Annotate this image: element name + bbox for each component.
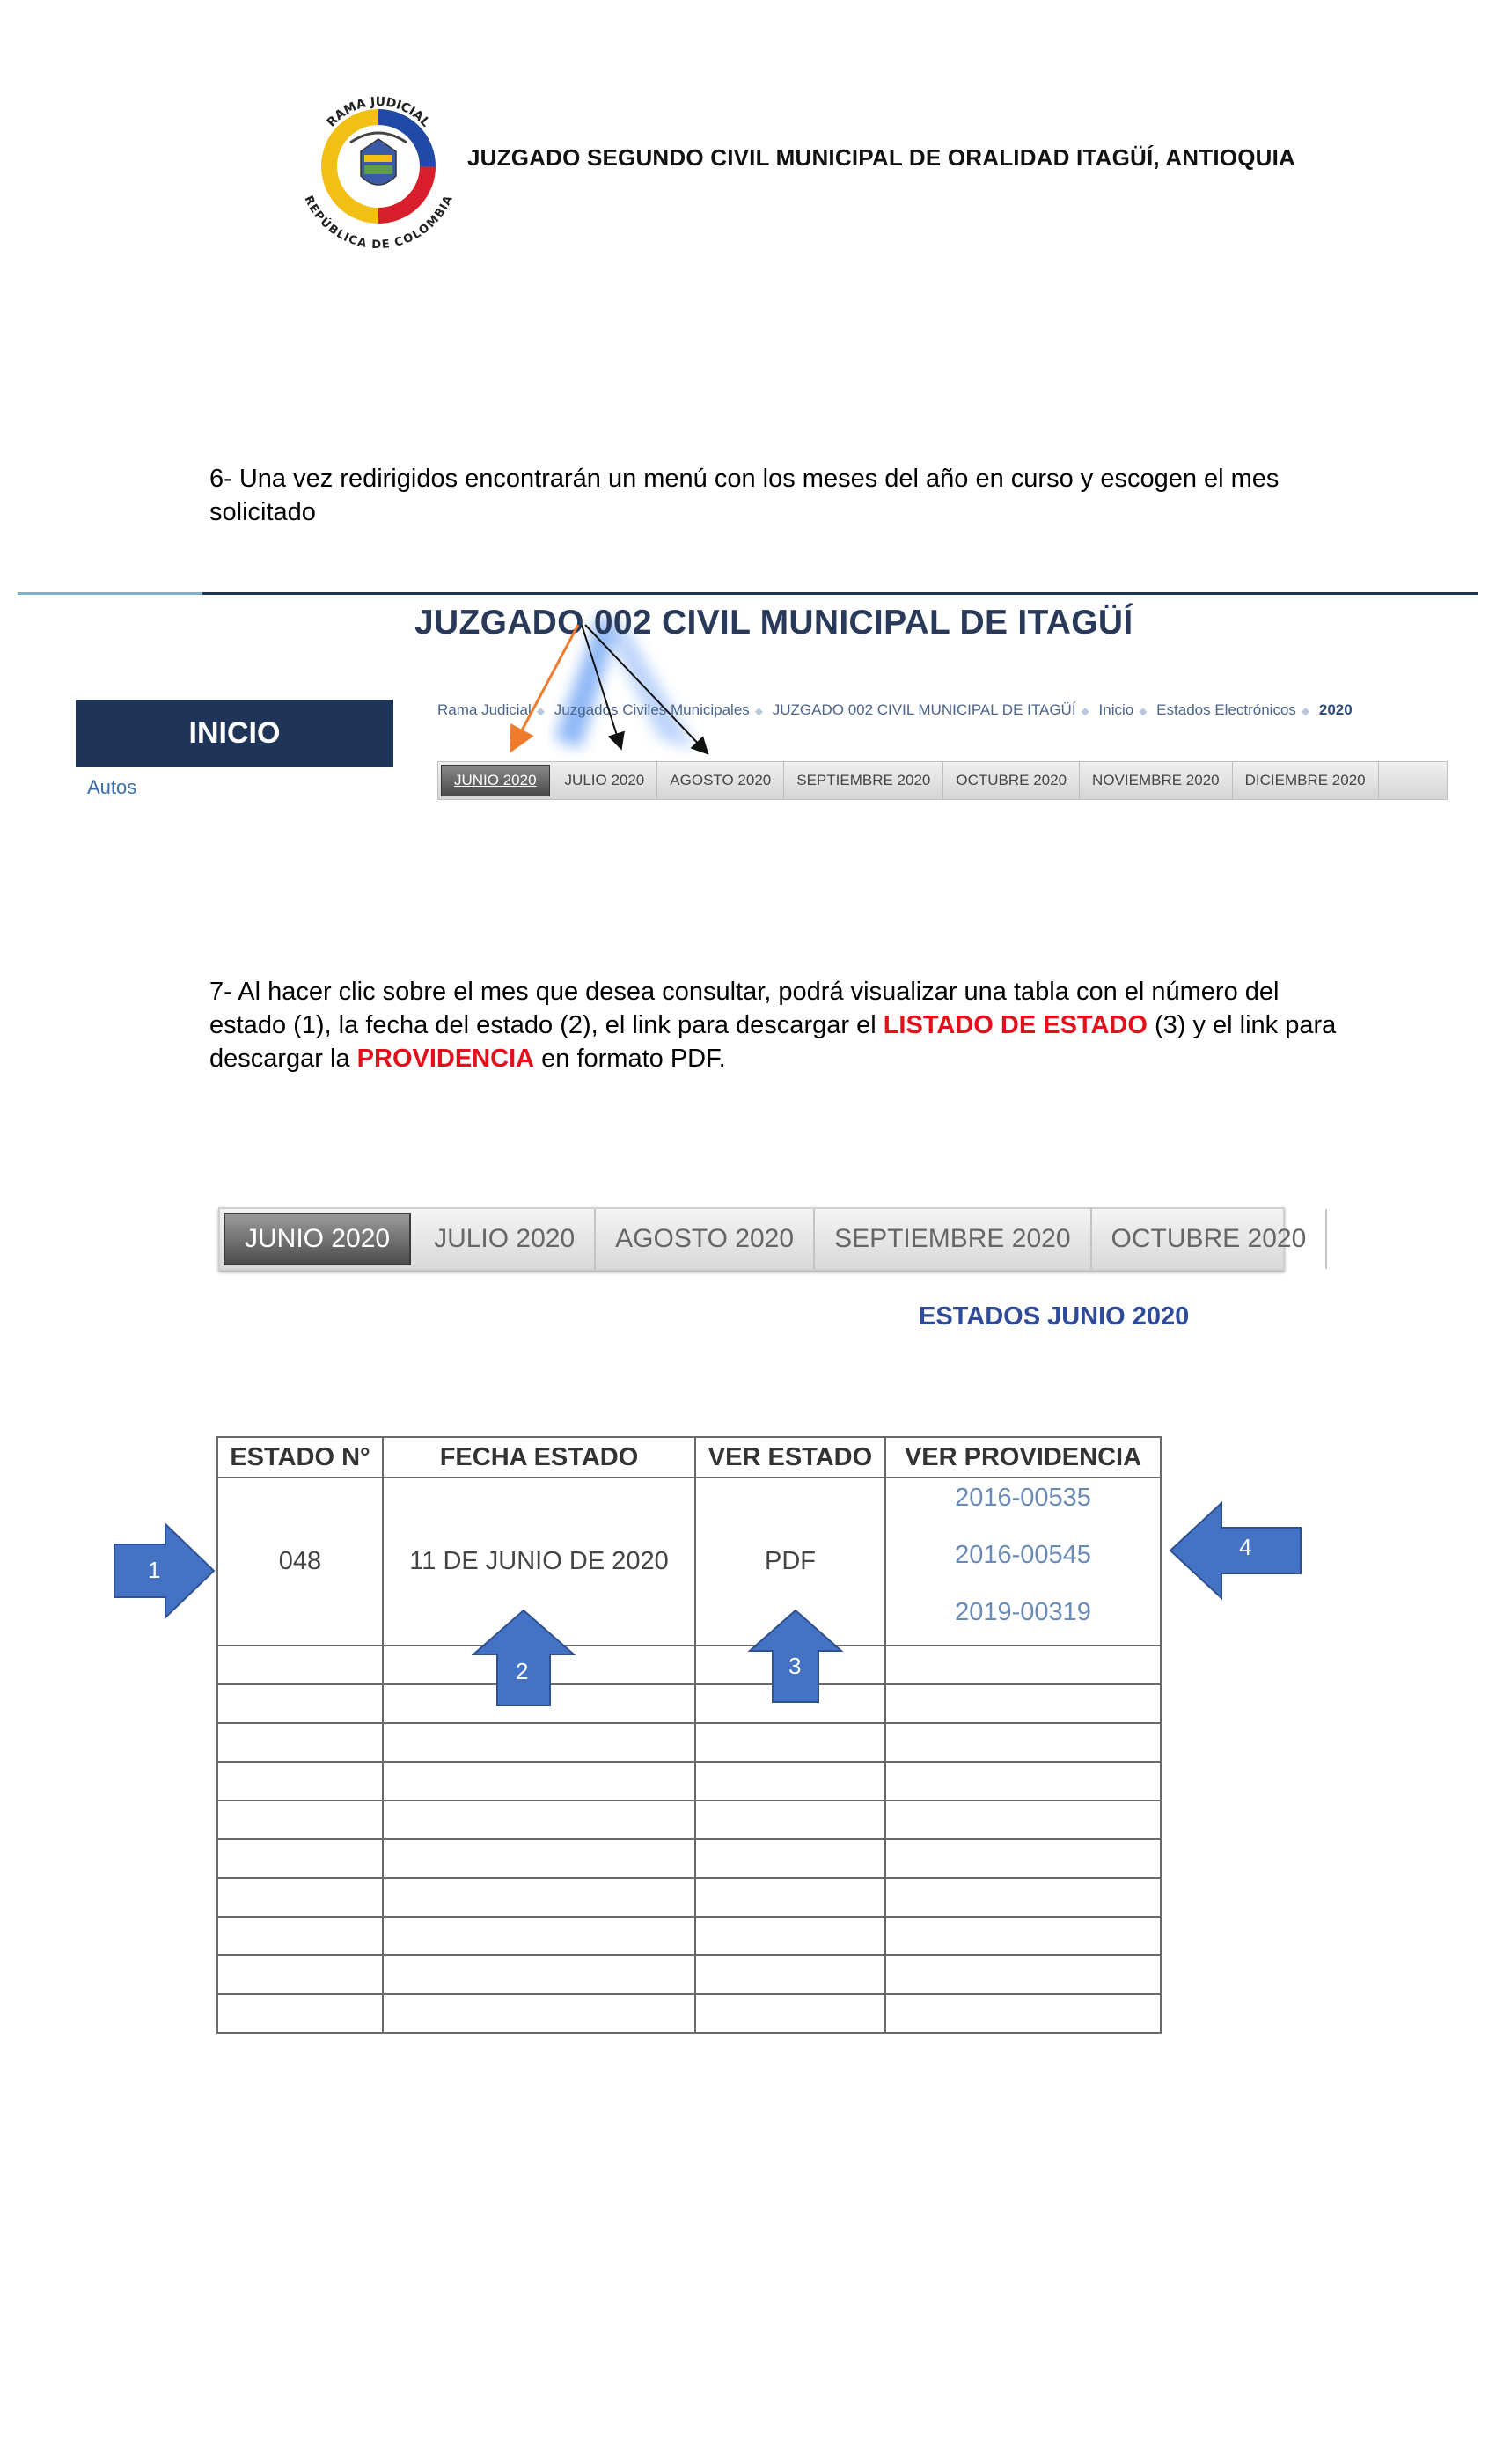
- empty-cell: [885, 1878, 1161, 1917]
- month-tabs-zoomed: [218, 1207, 1307, 1271]
- breadcrumb-item[interactable]: Estados Electrónicos: [1156, 701, 1296, 718]
- tab-diciembre-2020[interactable]: DICIEMBRE 2020: [1233, 762, 1379, 799]
- callout-arrow-3: [748, 1609, 843, 1708]
- empty-cell: [217, 1646, 383, 1684]
- empty-cell: [695, 1878, 885, 1917]
- tab-noviembre-2020[interactable]: NOVIEMBRE 2020: [1080, 762, 1233, 799]
- empty-cell: [695, 1955, 885, 1994]
- breadcrumb-separator-icon: ◆: [1139, 705, 1148, 717]
- empty-cell: [217, 1684, 383, 1723]
- listado-de-estado-highlight: LISTADO DE ESTADO: [883, 1011, 1148, 1039]
- empty-cell: [695, 1762, 885, 1800]
- right-arrow-icon: [113, 1522, 216, 1619]
- table-row-empty: [217, 1800, 1161, 1839]
- tab-septiembre-2020[interactable]: SEPTIEMBRE 2020: [815, 1209, 1091, 1269]
- table-row-empty: [217, 1917, 1161, 1955]
- empty-cell: [885, 1762, 1161, 1800]
- breadcrumb-separator-icon: ◆: [1301, 705, 1310, 717]
- estados-table: [216, 1436, 1162, 2034]
- breadcrumb-separator-icon: ◆: [536, 705, 545, 717]
- step-7-text: [209, 975, 1353, 1075]
- table-row-empty: [217, 1839, 1161, 1878]
- breadcrumb-current: 2020: [1318, 701, 1353, 718]
- estado-numero-cell: 048: [217, 1478, 383, 1646]
- empty-cell: [217, 1955, 383, 1994]
- table-row: [217, 1478, 1161, 1646]
- court-name-header: JUZGADO SEGUNDO CIVIL MUNICIPAL DE ORALIDAD ITAGÜÍ, ANTIOQUIA: [467, 144, 1296, 171]
- empty-cell: [383, 1762, 695, 1800]
- logo-text-bottom: REPÚBLICA DE COLOMBIA: [301, 194, 456, 248]
- tab-agosto-2020[interactable]: AGOSTO 2020: [596, 1209, 815, 1269]
- providencia-link[interactable]: 2016-00535: [955, 1484, 1091, 1512]
- callout-arrow-2: [472, 1609, 576, 1712]
- site-title: JUZGADO 002 CIVIL MUNICIPAL DE ITAGÜÍ: [414, 604, 1133, 642]
- callout-arrow-4: [1169, 1501, 1302, 1604]
- callout-number: 1: [148, 1557, 161, 1583]
- orange-arrow-icon: [515, 625, 578, 744]
- empty-cell: [885, 1839, 1161, 1878]
- screenshot-month-menu: [18, 590, 1478, 810]
- empty-cell: [217, 1878, 383, 1917]
- providencia-link[interactable]: 2016-00545: [955, 1541, 1091, 1569]
- empty-cell: [383, 1994, 695, 2033]
- black-arrow-icon: [582, 625, 620, 744]
- empty-cell: [885, 1723, 1161, 1762]
- empty-cell: [383, 1839, 695, 1878]
- callout-number: 2: [516, 1658, 529, 1684]
- pointer-arrows: [18, 590, 1478, 810]
- table-row-empty: [217, 1684, 1161, 1723]
- ver-providencia-cell: [885, 1478, 1161, 1646]
- logo-text-top: RAMA JUDICIAL: [324, 94, 433, 130]
- tab-junio-2020[interactable]: JUNIO 2020: [441, 765, 550, 796]
- callout-number: 4: [1239, 1534, 1252, 1560]
- breadcrumb-separator-icon: ◆: [1081, 705, 1089, 717]
- empty-cell: [383, 1723, 695, 1762]
- empty-cell: [217, 1800, 383, 1839]
- step-7-part-3: en formato PDF.: [534, 1045, 726, 1073]
- estados-title: ESTADOS JUNIO 2020: [919, 1302, 1190, 1331]
- inicio-button[interactable]: INICIO: [76, 700, 393, 767]
- step-6-text: 6- Una vez redirigidos encontrarán un menú con los meses del año en curso y escogen el mes solicitado: [209, 465, 1280, 526]
- tab-julio-2020[interactable]: JULIO 2020: [553, 762, 658, 799]
- empty-cell: [217, 1994, 383, 2033]
- estados-table-wrapper: [216, 1436, 1162, 2034]
- table-row-empty: [217, 1762, 1161, 1800]
- tab-octubre-2020[interactable]: OCTUBRE 2020: [1092, 1209, 1328, 1269]
- tab-agosto-2020[interactable]: AGOSTO 2020: [657, 762, 784, 799]
- table-row-empty: [217, 1955, 1161, 1994]
- empty-cell: [383, 1878, 695, 1917]
- breadcrumb-item[interactable]: Juzgados Civiles Municipales: [554, 701, 750, 718]
- empty-cell: [217, 1839, 383, 1878]
- table-row-empty: [217, 1878, 1161, 1917]
- tab-octubre-2020[interactable]: OCTUBRE 2020: [943, 762, 1080, 799]
- empty-cell: [383, 1917, 695, 1955]
- rama-judicial-logo: [297, 81, 458, 248]
- fecha-estado-cell: 11 DE JUNIO DE 2020: [383, 1478, 695, 1646]
- breadcrumb-separator-icon: ◆: [754, 705, 764, 717]
- empty-cell: [695, 1800, 885, 1839]
- table-row-empty: [217, 1994, 1161, 2033]
- empty-cell: [885, 1917, 1161, 1955]
- tab-julio-2020[interactable]: JULIO 2020: [414, 1209, 596, 1269]
- black-arrow-icon: [585, 625, 704, 750]
- header-ver-providencia: VER PROVIDENCIA: [885, 1437, 1161, 1478]
- empty-cell: [383, 1955, 695, 1994]
- ver-estado-pdf-link[interactable]: PDF: [695, 1478, 885, 1646]
- header-ver-estado: VER ESTADO: [695, 1437, 885, 1478]
- callout-number: 3: [788, 1653, 802, 1679]
- empty-cell: [695, 1839, 885, 1878]
- callout-arrow-1: [113, 1522, 216, 1624]
- step-7-part-2: (3) y el link para descargar la: [209, 1011, 1337, 1073]
- empty-cell: [885, 1684, 1161, 1723]
- tab-junio-2020[interactable]: JUNIO 2020: [224, 1213, 411, 1265]
- empty-cell: [695, 1917, 885, 1955]
- empty-cell: [885, 1646, 1161, 1684]
- empty-cell: [383, 1800, 695, 1839]
- breadcrumb-item[interactable]: Inicio: [1098, 701, 1134, 718]
- empty-cell: [885, 1955, 1161, 1994]
- empty-cell: [217, 1762, 383, 1800]
- left-arrow-icon: [1169, 1501, 1302, 1600]
- empty-cell: [695, 1994, 885, 2033]
- empty-cell: [885, 1994, 1161, 2033]
- tab-septiembre-2020[interactable]: SEPTIEMBRE 2020: [784, 762, 943, 799]
- step-7-part-1: 7- Al hacer clic sobre el mes que desea consultar, podrá visualizar una tabla con el número del estado (1), la fecha del estado (2), el link para descargar el: [209, 978, 1280, 1039]
- providencia-link[interactable]: 2019-00319: [955, 1598, 1091, 1626]
- providencia-highlight: PROVIDENCIA: [356, 1045, 535, 1073]
- header-estado-numero: ESTADO N°: [217, 1437, 383, 1478]
- empty-cell: [695, 1723, 885, 1762]
- breadcrumb-item[interactable]: Rama Judicial: [437, 701, 532, 718]
- breadcrumb-item[interactable]: JUZGADO 002 CIVIL MUNICIPAL DE ITAGÜÍ: [772, 701, 1076, 718]
- empty-cell: [885, 1800, 1161, 1839]
- autos-link[interactable]: Autos: [87, 776, 137, 798]
- header-fecha-estado: FECHA ESTADO: [383, 1437, 695, 1478]
- table-row-empty: [217, 1646, 1161, 1684]
- empty-cell: [217, 1723, 383, 1762]
- empty-cell: [217, 1917, 383, 1955]
- table-row-empty: [217, 1723, 1161, 1762]
